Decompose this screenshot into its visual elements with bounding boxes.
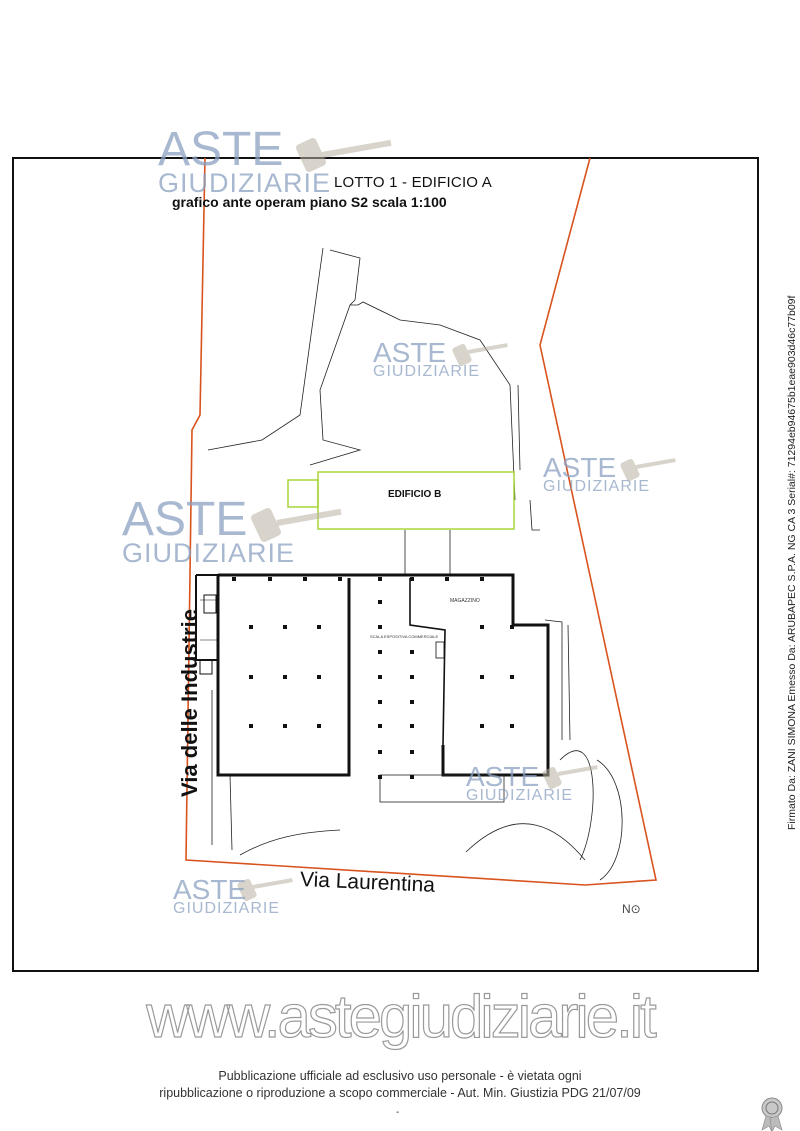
pillars — [232, 577, 514, 779]
watermark-brand: ASTE — [122, 493, 248, 546]
watermark-brand: ASTE — [173, 874, 247, 905]
watermark-brand-sub: GIUDIZIARIE — [173, 900, 281, 918]
building-a-inner-wall — [410, 578, 445, 745]
watermark-logo — [122, 493, 296, 569]
terrain-line — [568, 625, 570, 740]
watermark-logo — [173, 874, 281, 918]
street-label-west: Via delle Industrie — [177, 609, 202, 797]
room-label: SCALA ESPOSITIVA COMMERCIALE — [370, 634, 439, 639]
terrain-line — [230, 775, 232, 850]
disclaimer-line: Pubblicazione ufficiale ad esclusivo uso personale - è vietata ogni — [218, 1069, 582, 1083]
building-a-walls — [218, 575, 548, 775]
footer-dot: - — [396, 1107, 400, 1118]
certificate-seal-icon — [762, 1098, 782, 1131]
watermark-logo — [373, 337, 481, 381]
north-arrow-icon: N⊙ — [622, 902, 641, 916]
terrain-line — [530, 500, 540, 530]
watermark-brand: ASTE — [466, 761, 540, 792]
terrain-curve — [597, 760, 622, 880]
watermark-brand: ASTE — [158, 123, 284, 176]
terrain-line — [350, 302, 515, 500]
watermark-brand-sub: GIUDIZIARIE — [373, 363, 481, 381]
watermark-brand: ASTE — [543, 452, 617, 483]
disclaimer — [0, 1068, 800, 1102]
building-b-outline — [318, 472, 514, 529]
terrain-line — [310, 250, 360, 465]
terrain-curve — [240, 830, 340, 855]
street-label-south: Via Laurentina — [299, 868, 436, 897]
watermark-brand-sub: GIUDIZIARIE — [466, 787, 574, 805]
gavel-watermark-icon — [236, 137, 675, 902]
digital-signature: Firmato Da: ZANI SIMONA Emesso Da: ARUBAPEC S.P.A. NG CA 3 Serial#: 71294eb94675b1eae903d46c77b09f — [786, 295, 798, 830]
terrain-line — [208, 248, 323, 450]
watermark-brand-sub: GIUDIZIARIE — [122, 538, 296, 569]
room-label: MAGAZZINO — [450, 598, 480, 604]
watermark-logo — [466, 761, 574, 805]
building-b-label: EDIFICIO B — [388, 489, 442, 500]
site-url-watermark: www.astegiudiziarie.it — [146, 983, 654, 1050]
plan-subtitle: grafico ante operam piano S2 scala 1:100 — [172, 194, 447, 210]
watermark-brand-sub: GIUDIZIARIE — [158, 168, 332, 199]
plan-title: LOTTO 1 - EDIFICIO A — [334, 174, 492, 191]
watermark-brand-sub: GIUDIZIARIE — [543, 478, 651, 496]
terrain-line — [518, 385, 520, 470]
terrain-curve — [466, 824, 585, 860]
watermark-logo — [543, 452, 651, 496]
watermark-logo — [158, 123, 332, 199]
disclaimer-line: ripubblicazione o riproduzione a scopo commerciale - Aut. Min. Giustizia PDG 21/07/09 — [159, 1086, 641, 1100]
watermark-brand: ASTE — [373, 337, 447, 368]
